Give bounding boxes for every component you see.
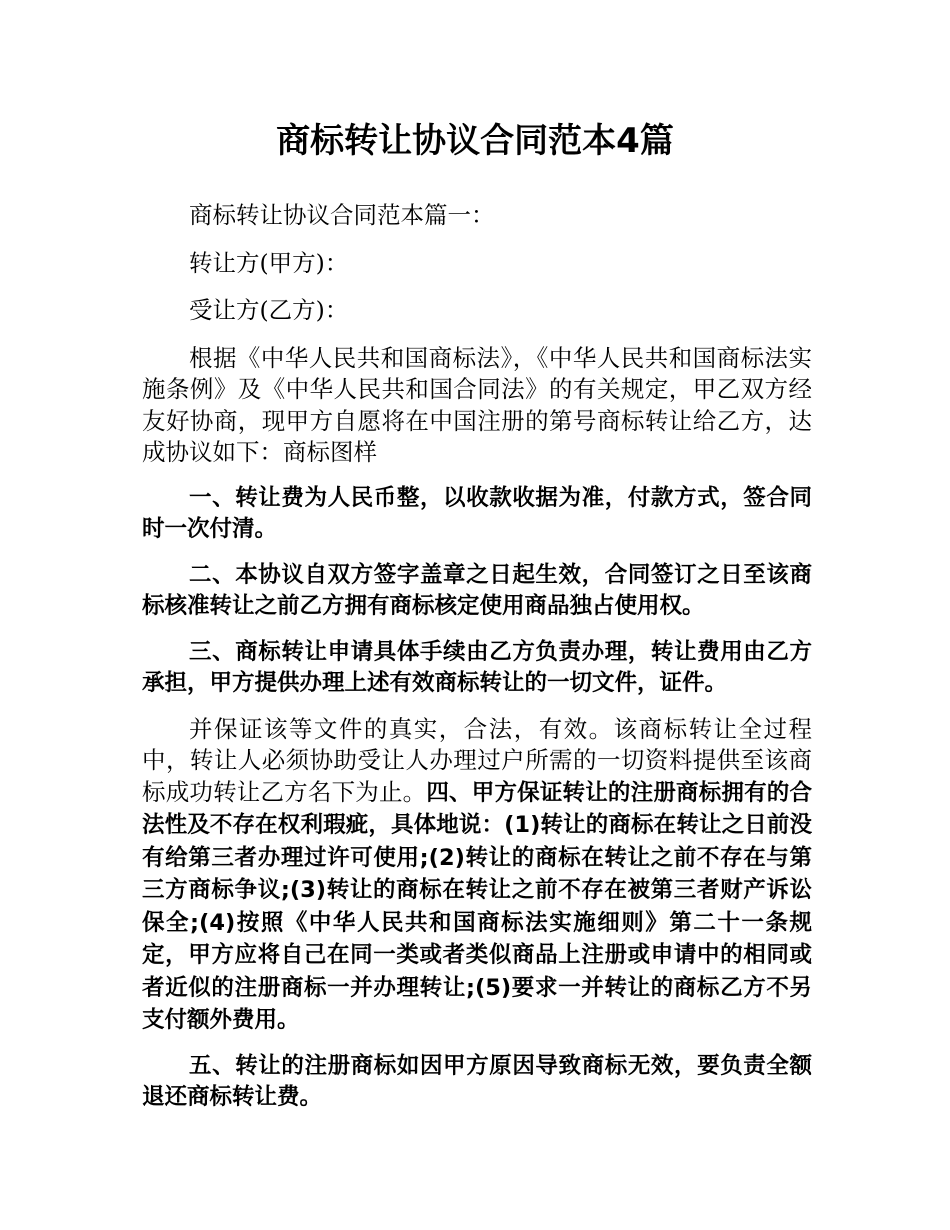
document-title: 商标转让协议合同范本4篇 <box>276 121 674 161</box>
document-body <box>142 200 812 1128</box>
paragraph-clause-2: 二、本协议自双方签字盖章之日起生效，合同签订之日至该商标核准转让之前乙方拥有商标核定使用商品独占使用权。 <box>142 561 812 619</box>
paragraph-party-b: 受让方(乙方)： <box>189 296 349 324</box>
paragraph-preamble: 根据《中华人民共和国商标法》，《中华人民共和国商标法实施条例》及《中华人民共和国合同法》的有关规定，甲乙双方经友好协商，现甲方自愿将在中国注册的第号商标转让给乙方，达成协议如下：商标图样 <box>142 343 812 466</box>
paragraph-clause-3: 三、商标转让申请具体手续由乙方负责办理，转让费用由乙方承担，甲方提供办理上述有效商标转让的一切文件，证件。 <box>142 638 812 696</box>
paragraph-section-heading: 商标转让协议合同范本篇一： <box>189 201 495 229</box>
paragraph-clause-3-continued-text: 并保证该等文件的真实，合法，有效。该商标转让全过程中，转让人必须协助受让人办理过户所需的一切资料提供至该商标成功转让乙方名下为止。 <box>142 714 812 806</box>
paragraph-clause-3-continued <box>142 714 812 1037</box>
paragraph-clause-4: 四、甲方保证转让的注册商标拥有的合法性及不存在权利瑕疵，具体地说：(1)转让的商标在转让之日前没有给第三者办理过许可使用;(2)转让的商标在转让之前不存在与第三方商标争议;(3)转让的商标在转让之前不存在被第三者财产诉讼保全;(4)按照《中华人民共和国商标法实施细则》第二十一条规定，甲方应将自己在同一类或者类似商品上注册或申请中的相同或者近似的注册商标一并办理转让;(5)要求一并转让的商标乙方不另支付额外费用。 <box>142 779 812 1033</box>
paragraph-party-a: 转让方(甲方)： <box>189 248 349 277</box>
paragraph-clause-5: 五、转让的注册商标如因甲方原因导致商标无效，要负责全额退还商标转让费。 <box>142 1052 812 1110</box>
paragraph-clause-1: 一、转让费为人民币整，以收款收据为准，付款方式，签合同时一次付清。 <box>142 484 812 542</box>
